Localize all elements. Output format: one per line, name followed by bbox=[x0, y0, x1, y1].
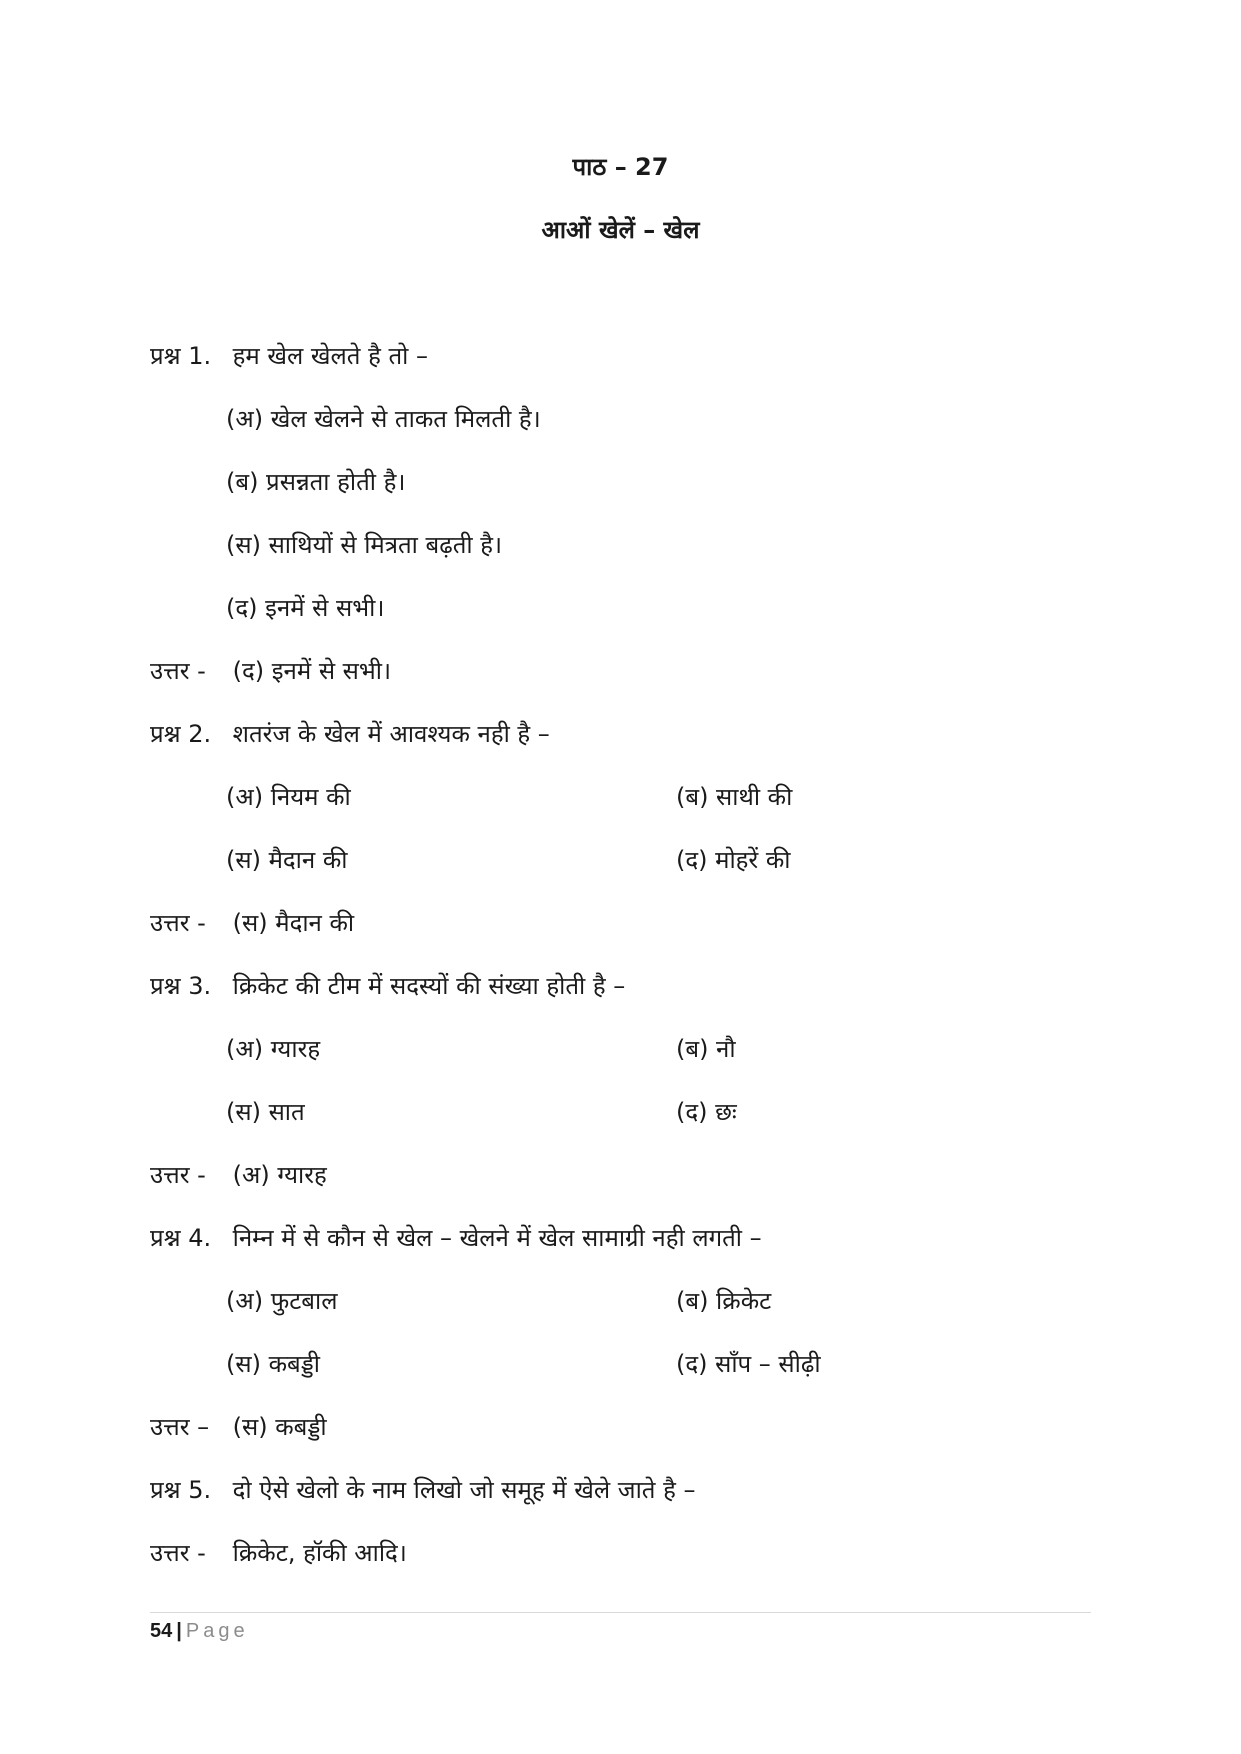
q3-option-b: (ब) नौ bbox=[676, 1035, 736, 1063]
q3-option-c: (स) सात bbox=[226, 1098, 305, 1126]
question-5 bbox=[150, 1474, 695, 1506]
answer-text: (स) मैदान की bbox=[232, 909, 355, 937]
question-label: प्रश्न 1. bbox=[150, 342, 212, 370]
lesson-number: पाठ – 27 bbox=[572, 153, 669, 181]
footer-divider bbox=[150, 1612, 1091, 1613]
answer-label: उत्तर - bbox=[150, 1161, 206, 1189]
q2-option-d: (द) मोहरें की bbox=[676, 846, 791, 874]
question-text: हम खेल खेलते है तो – bbox=[232, 342, 429, 370]
question-2 bbox=[150, 718, 550, 750]
question-4 bbox=[150, 1222, 762, 1254]
q4-option-a: (अ) फुटबाल bbox=[226, 1287, 338, 1315]
q4-option-c: (स) कबड्डी bbox=[226, 1350, 320, 1378]
footer-separator: | bbox=[176, 1620, 182, 1642]
answer-1 bbox=[150, 655, 391, 687]
lesson-title: आओं खेलें – खेल bbox=[541, 216, 700, 244]
question-label: प्रश्न 2. bbox=[150, 720, 212, 748]
q2-option-a: (अ) नियम की bbox=[226, 783, 351, 811]
page-footer bbox=[150, 1620, 249, 1643]
question-text: क्रिकेट की टीम में सदस्यों की संख्या होती है – bbox=[232, 972, 626, 1000]
answer-text: (स) कबड्डी bbox=[232, 1413, 327, 1441]
answer-4 bbox=[150, 1411, 327, 1443]
answer-5 bbox=[150, 1537, 407, 1569]
question-text: दो ऐसे खेलो के नाम लिखो जो समूह में खेले जाते है – bbox=[232, 1476, 696, 1504]
question-label: प्रश्न 5. bbox=[150, 1476, 212, 1504]
q1-option-a: (अ) खेल खेलने से ताकत मिलती है। bbox=[226, 405, 541, 433]
question-1 bbox=[150, 340, 428, 372]
answer-text: (द) इनमें से सभी। bbox=[232, 657, 392, 685]
q3-option-d: (द) छः bbox=[676, 1098, 737, 1126]
answer-text: क्रिकेट, हॉकी आदि। bbox=[232, 1539, 407, 1567]
answer-label: उत्तर - bbox=[150, 1539, 206, 1567]
question-text: शतरंज के खेल में आवश्यक नही है – bbox=[232, 720, 550, 748]
q1-option-d: (द) इनमें से सभी। bbox=[226, 594, 385, 622]
question-label: प्रश्न 3. bbox=[150, 972, 212, 1000]
page-number: 54 bbox=[150, 1620, 173, 1642]
answer-3 bbox=[150, 1159, 327, 1191]
q4-option-b: (ब) क्रिकेट bbox=[676, 1287, 772, 1315]
q4-option-d: (द) साँप – सीढ़ी bbox=[676, 1350, 821, 1378]
q1-option-c: (स) साथियों से मित्रता बढ़ती है। bbox=[226, 531, 503, 559]
question-3 bbox=[150, 970, 625, 1002]
q2-option-c: (स) मैदान की bbox=[226, 846, 348, 874]
q1-option-b: (ब) प्रसन्नता होती है। bbox=[226, 468, 406, 496]
question-label: प्रश्न 4. bbox=[150, 1224, 212, 1252]
answer-label: उत्तर - bbox=[150, 657, 206, 685]
q2-option-b: (ब) साथी की bbox=[676, 783, 793, 811]
question-text: निम्न में से कौन से खेल – खेलने में खेल सामाग्री नही लगती – bbox=[232, 1224, 762, 1252]
answer-2 bbox=[150, 907, 354, 939]
page-word: Page bbox=[185, 1620, 249, 1642]
q3-option-a: (अ) ग्यारह bbox=[226, 1035, 321, 1063]
answer-label: उत्तर - bbox=[150, 909, 206, 937]
answer-text: (अ) ग्यारह bbox=[232, 1161, 327, 1189]
answer-label: उत्तर – bbox=[150, 1413, 210, 1441]
